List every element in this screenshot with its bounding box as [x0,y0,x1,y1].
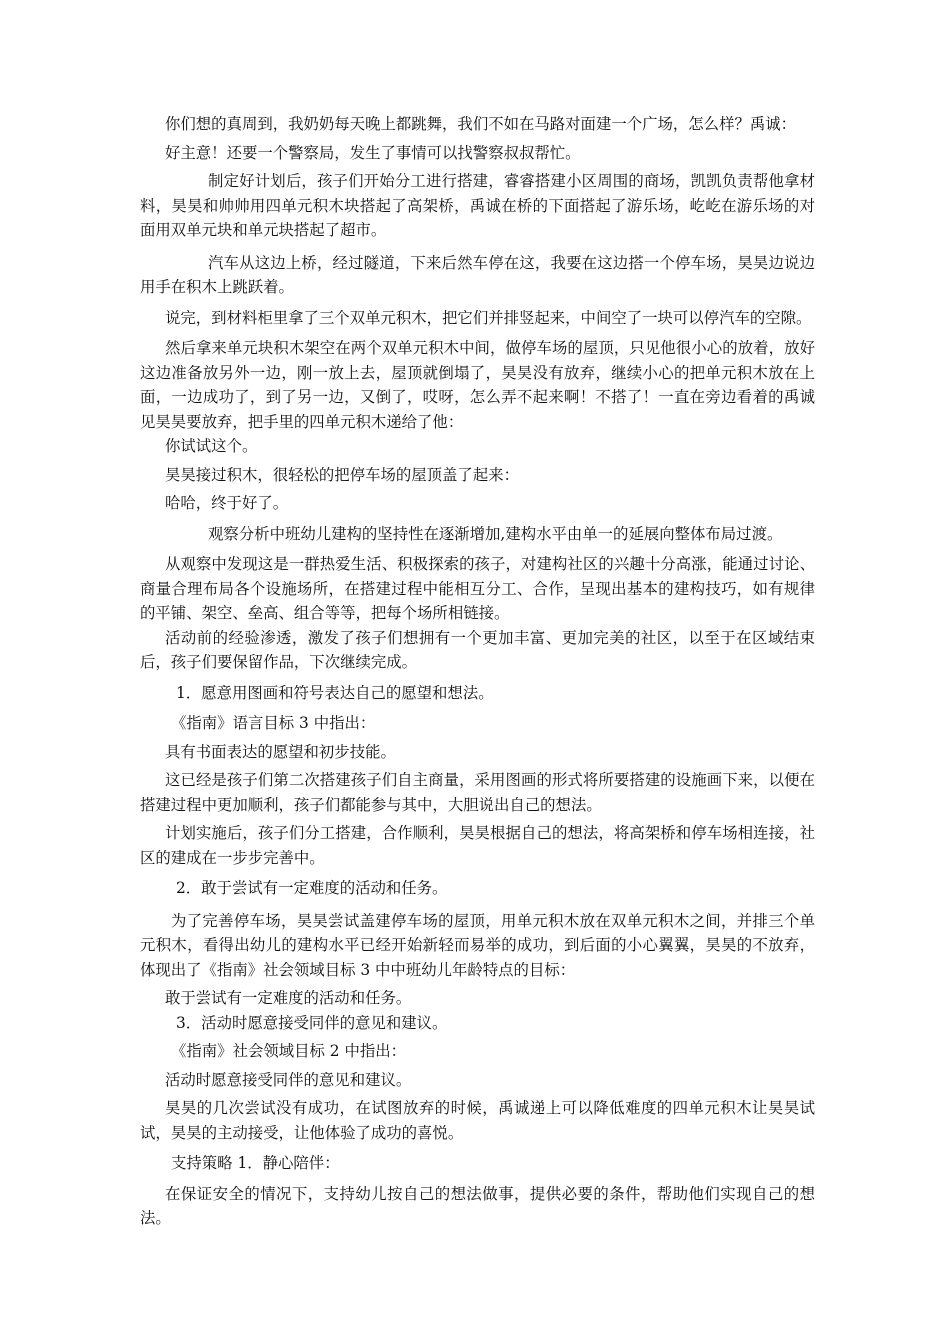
paragraph-accept-advice: 活动时愿意接受同伴的意见和建议。 [165,1070,412,1089]
paragraph-dialogue-square: 你们想的真周到，我奶奶每天晚上都跳舞，我们不如在马路对面建一个广场，怎么样？禹诚： [165,115,797,133]
paragraph-guide-social: 《指南》社会领域目标 2 中指出： [171,1042,407,1060]
paragraph-haha: 哈哈，终于好了。 [165,494,289,512]
paragraph-analysis-body: 从观察中发现这是一群热爱生活、积极探索的孩子，对建构社区的兴趣十分高涨，能通过讨论、商量合理布局各个设施场所，在搭建过程中能相互分工、合作，呈现出基本的建构技巧，如有规律的平铺、架空、垒高、组合等等，把每个场所相链接。 [140,555,815,622]
paragraph-parking-roof-analysis: 为了完善停车场，昊昊尝试盖建停车场的屋顶，用单元积木放在双单元积木之间，并排三个单元积木，看得出幼儿的建构水平已经开始新轻而易举的成功，到后面的小心翼翼，昊昊的不放弃，体现出了《指南》社会领域目标 3 中中班幼儿年龄特点的目标： [140,911,815,979]
paragraph-materials: 说完，到材料柜里拿了三个双单元积木，把它们并排竖起来，中间空了一块可以停汽车的空隙。 [165,308,812,327]
paragraph-peer-help: 昊昊的几次尝试没有成功，在试图放弃的时候，禹诚递上可以降低难度的四单元积木让昊昊试试，昊昊的主动接受，让他体验了成功的喜悦。 [140,1099,815,1142]
document-body [140,112,815,1231]
heading-goal-1: 1．愿意用图画和符号表达自己的愿望和想法。 [176,683,494,702]
paragraph-try-this: 你试试这个。 [165,437,258,455]
heading-strategy-1: 支持策略 1．静心陪伴： [171,1154,340,1172]
paragraph-roof-success: 昊昊接过积木，很轻松的把停车场的屋顶盖了起来： [165,465,519,484]
paragraph-analysis-title: 观察分析中班幼儿建构的坚持性在逐渐增加,建构水平由单一的延展向整体布局过渡。 [208,524,783,543]
heading-goal-2: 2．敢于尝试有一定难度的活动和任务。 [176,879,448,897]
paragraph-guide-language: 《指南》语言目标 3 中指出： [171,714,376,732]
paragraph-parking-idea: 汽车从这边上桥，经过隧道，下来后然车停在这，我要在这边搭一个停车场，昊昊边说边用手在积木上跳跃着。 [140,253,815,296]
paragraph-written-expression: 具有书面表达的愿望和初步技能。 [165,742,396,761]
paragraph-experience: 活动前的经验渗透，激发了孩子们想拥有一个更加丰富、更加完美的社区，以至于在区域结束后，孩子们要保留作品，下次继续完成。 [140,628,815,671]
paragraph-second-build: 这已经是孩子们第二次搭建孩子们自主商量，采用图画的形式将所要搭建的设施画下来，以便在搭建过程中更加顺利，孩子们都能参与其中，大胆说出自己的想法。 [140,771,815,814]
paragraph-plan-building: 制定好计划后，孩子们开始分工进行搭建，睿睿搭建小区周围的商场，凯凯负责帮他拿材料，昊昊和帅帅用四单元积木块搭起了高架桥，禹诚在桥的下面搭起了游乐场，屹屹在游乐场的对面用双单元块和单元块搭起了超市。 [140,172,815,239]
paragraph-roof-attempt: 然后拿来单元块积木架空在两个双单元积木中间，做停车场的屋顶，只见他很小心的放着，放好这边准备放另外一边，刚一放上去，屋顶就倒塌了，昊昊没有放弃，继续小心的把单元积木放在上面，一边成功了，到了另一边，又倒了，哎呀，怎么弄不起来啊！不搭了！一直在旁边看着的禹诚见昊昊要放弃，把手里的四单元积木递给了他： [140,339,815,431]
heading-goal-3: 3．活动时愿意接受同伴的意见和建议。 [176,1013,448,1032]
paragraph-challenge-goal: 敢于尝试有一定难度的活动和任务。 [165,989,412,1007]
paragraph-strategy-body: 在保证安全的情况下，支持幼儿按自己的想法做事，提供必要的条件，帮助他们实现自己的想法。 [140,1184,815,1227]
paragraph-dialogue-police: 好主意！还要一个警察局，发生了事情可以找警察叔叔帮忙。 [165,143,581,162]
paragraph-plan-execution: 计划实施后，孩子们分工搭建，合作顺利，昊昊根据自己的想法，将高架桥和停车场相连接，社区的建成在一步步完善中。 [140,824,815,867]
